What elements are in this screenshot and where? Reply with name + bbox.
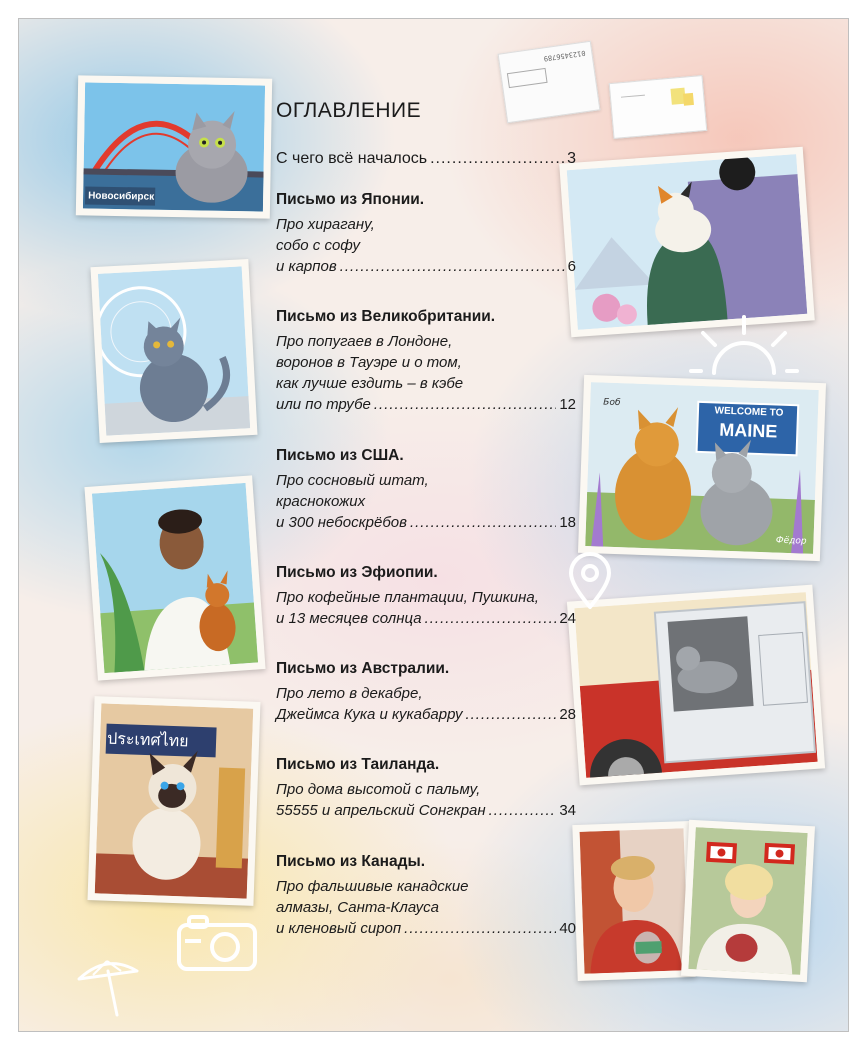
leader-dots	[404, 918, 556, 939]
toc-entry-description-line: краснокожих	[276, 493, 366, 510]
toc-entry-description-line: Про сосновый штат,	[276, 472, 429, 489]
toc-entry-description-line: как лучше ездить – в кэбе	[276, 375, 464, 392]
leader-dots	[340, 256, 565, 277]
maine-left-cat-name: Боб	[603, 397, 621, 409]
table-of-contents	[276, 99, 576, 939]
postcard-usa-man	[84, 475, 265, 680]
postcard-australia-van	[567, 585, 825, 786]
toc-entry-page-line	[276, 918, 576, 939]
toc-entry-description-line: Джеймса Кука и кукабарру	[276, 706, 463, 723]
toc-entry-description-line: алмазы, Санта-Клауса	[276, 899, 440, 916]
toc-entry-title: Письмо из Великобритании.	[276, 308, 496, 325]
postcard-novosibirsk-label: Новосибирск	[88, 190, 155, 203]
toc-entry-description-line: и 13 месяцев солнца	[276, 610, 422, 627]
envelope-stamp-icon	[610, 76, 706, 138]
leader-dots	[465, 704, 556, 725]
toc-entry-description	[276, 876, 576, 939]
toc-entry-description-line: и кленовый сироп	[276, 920, 402, 937]
toc-entry	[276, 659, 576, 725]
postcard-japan	[559, 147, 815, 338]
maine-right-cat-name: Фёдор	[775, 535, 807, 547]
toc-entry-page-line	[276, 394, 576, 415]
thai-sign-text: ประเทศไทย	[106, 728, 189, 751]
toc-entry	[276, 307, 576, 415]
postcard-maine	[578, 375, 826, 561]
toc-entry-title: Письмо из Таиланда.	[276, 756, 440, 773]
toc-entry-description	[276, 587, 576, 629]
toc-entry-description	[276, 683, 576, 725]
toc-entry-description-line: Про лето в декабре,	[276, 685, 423, 702]
toc-entry	[276, 755, 576, 821]
envelope-2	[609, 75, 708, 139]
toc-entry-description-line: и 300 небоскрёбов	[276, 514, 407, 531]
leader-dots	[430, 149, 564, 168]
sun-icon	[689, 311, 799, 391]
leader-dots	[374, 394, 556, 415]
toc-entry	[276, 563, 576, 629]
camera-icon	[175, 911, 259, 973]
toc-entry-page-line	[276, 608, 576, 629]
toc-entry-description-line: 55555 и апрельский Сонгкран	[276, 802, 486, 819]
toc-entry	[276, 446, 576, 533]
toc-entry-page-line	[276, 256, 576, 277]
toc-entry-page-number: 6	[567, 258, 576, 275]
toc-entry-description-line: или по трубе	[276, 396, 371, 413]
toc-entry-title: Письмо из США.	[276, 447, 404, 464]
toc-entry-page-line	[276, 704, 576, 725]
beach-umbrella-icon	[73, 949, 143, 1019]
toc-entry-page-number: 12	[559, 396, 576, 413]
toc-entry-description-line: Про дома высотой с пальму,	[276, 781, 481, 798]
toc-entry-page-number: 34	[559, 802, 576, 819]
toc-entry-description	[276, 779, 576, 821]
postcard-london	[91, 259, 258, 443]
toc-entry-intro-page: 3	[567, 150, 576, 167]
maine-sign-line1: WELCOME TO	[714, 405, 784, 419]
postcard-canada-boy	[572, 821, 695, 981]
toc-entry-description	[276, 331, 576, 415]
toc-entry-description	[276, 470, 576, 533]
postcard-thailand	[87, 696, 260, 906]
maine-sign-line2: MAINE	[719, 419, 778, 442]
toc-entries	[276, 190, 576, 939]
envelope-number: 0123456789	[542, 48, 586, 63]
toc-entry-page-number: 24	[559, 610, 576, 627]
toc-entry-description-line: и карпов	[276, 258, 337, 275]
book-page	[18, 18, 849, 1032]
toc-entry-title: Письмо из Японии.	[276, 191, 425, 208]
toc-entry-intro-line	[276, 149, 576, 168]
toc-entry-intro-title: С чего всё началось	[276, 150, 428, 167]
toc-entry-description-line: воронов в Тауэре и о том,	[276, 354, 462, 371]
postcard-novosibirsk	[76, 75, 272, 218]
toc-entry-description-line: Про попугаев в Лондоне,	[276, 333, 453, 350]
leader-dots	[410, 512, 556, 533]
toc-entry-page-number: 18	[559, 514, 576, 531]
toc-title: ОГЛАВЛЕНИЕ	[276, 99, 422, 122]
toc-entry-page-number: 40	[559, 920, 576, 937]
toc-entry-description-line: Про кофейные плантации, Пушкина,	[276, 589, 539, 606]
toc-entry-title: Письмо из Канады.	[276, 853, 426, 870]
toc-entry-description-line: собо с софу	[276, 237, 361, 254]
toc-entry	[276, 190, 576, 277]
toc-entry-description	[276, 214, 576, 277]
toc-entry-description-line: Про фальшивые канадские	[276, 878, 469, 895]
toc-entry-title: Письмо из Эфиопии.	[276, 564, 438, 581]
postcard-canada-girl	[681, 820, 815, 982]
toc-entry-page-line	[276, 512, 576, 533]
toc-entry-title: Письмо из Австралии.	[276, 660, 450, 677]
toc-entry-page-line	[276, 800, 576, 821]
toc-entry	[276, 852, 576, 939]
toc-entry-intro	[276, 149, 576, 168]
leader-dots	[425, 608, 557, 629]
toc-entry-description-line: Про хирагану,	[276, 216, 375, 233]
toc-entry-page-number: 28	[559, 706, 576, 723]
leader-dots	[489, 800, 557, 821]
